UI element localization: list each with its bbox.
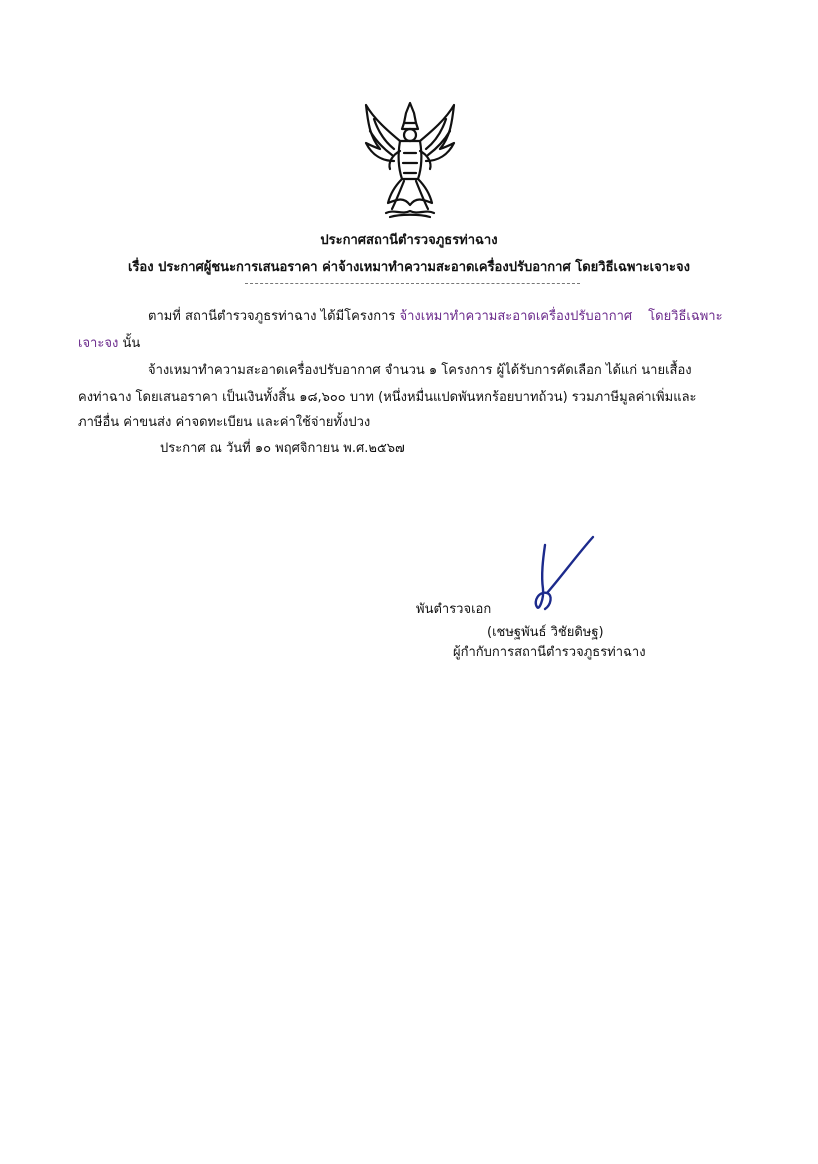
divider	[245, 283, 580, 284]
paragraph-1-line-2	[78, 332, 140, 353]
garuda-emblem-icon	[360, 97, 460, 222]
paragraph-1-prefix: ตามที่ สถานีตำรวจภูธรท่าฉาง ได้มีโครงการ	[148, 309, 400, 324]
signer-name: (เชษฐพันธ์ วิชัยดิษฐ)	[487, 625, 604, 640]
paragraph-2-line-3: ภาษีอื่น ค่าขนส่ง ค่าจดทะเบียน และค่าใช้จ่ายทั้งปวง	[78, 415, 371, 430]
subject-line: เรื่อง ประกาศผู้ชนะการเสนอราคา ค่าจ้างเหมาทำความสะอาดเครื่องปรับอากาศ โดยวิธีเฉพาะเจาะจง	[128, 260, 690, 275]
handwritten-signature	[525, 533, 605, 615]
paragraph-1-suffix: นั้น	[118, 336, 141, 351]
project-name: จ้างเหมาทำความสะอาดเครื่องปรับอากาศ	[399, 309, 633, 324]
signer-rank: พันตำรวจเอก	[416, 602, 492, 617]
paragraph-2-line-1: จ้างเหมาทำความสะอาดเครื่องปรับอากาศ จำนวน ๑ โครงการ ผู้ได้รับการคัดเลือก ได้แก่ นายเสื้อง	[148, 363, 692, 378]
paragraph-2-line-2: คงท่าฉาง โดยเสนอราคา เป็นเงินทั้งสิ้น ๑๘,๖๐๐ บาท (หนึ่งหมื่นแปดพันหกร้อยบาทถ้วน) รวมภาษีมูลค่าเพิ่มและ	[78, 390, 697, 405]
announce-date: ประกาศ ณ วันที่ ๑๐ พฤศจิกายน พ.ศ.๒๕๖๗	[160, 441, 405, 456]
project-method-cont: เจาะจง	[78, 336, 119, 351]
paragraph-1-line-1	[148, 305, 723, 326]
page-title: ประกาศสถานีตำรวจภูธรท่าฉาง	[320, 233, 498, 248]
project-method: โดยวิธีเฉพาะ	[648, 309, 723, 324]
signer-position: ผู้กำกับการสถานีตำรวจภูธรท่าฉาง	[453, 645, 646, 660]
